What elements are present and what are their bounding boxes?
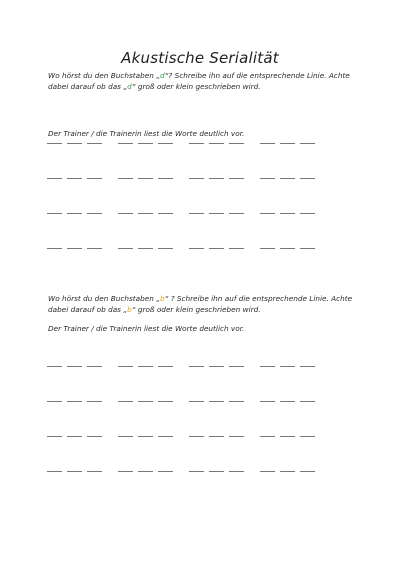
- answer-blank-group: [47, 436, 105, 437]
- answer-blank-group: [260, 248, 318, 249]
- answer-blank-group: [118, 213, 176, 214]
- answer-blank-group: [189, 143, 247, 144]
- answer-blank-group: [189, 366, 247, 367]
- answer-blank: [47, 213, 62, 214]
- answer-blank: [209, 436, 224, 437]
- answer-blank: [260, 471, 275, 472]
- answer-blank-group: [118, 436, 176, 437]
- answer-line-row: [47, 471, 327, 473]
- answer-blank-group: [260, 471, 318, 472]
- answer-blank: [189, 471, 204, 472]
- answer-blank: [189, 213, 204, 214]
- instruction-text: Wo hörst du den Buchstaben: [48, 71, 157, 80]
- answer-blank: [260, 436, 275, 437]
- answer-blank: [280, 213, 295, 214]
- answer-blank-group: [260, 436, 318, 437]
- answer-blank: [87, 401, 102, 402]
- answer-blank: [87, 178, 102, 179]
- target-letter: b: [127, 305, 132, 314]
- answer-blank-group: [47, 248, 105, 249]
- answer-blank: [67, 248, 82, 249]
- answer-blank: [229, 143, 244, 144]
- answer-blank: [209, 401, 224, 402]
- answer-blank: [229, 471, 244, 472]
- answer-blank: [300, 401, 315, 402]
- instruction-text: Wo hörst du den Buchstaben: [48, 294, 157, 303]
- answer-blank: [280, 178, 295, 179]
- answer-blank: [209, 178, 224, 179]
- answer-blank: [300, 471, 315, 472]
- answer-blank-group: [118, 143, 176, 144]
- answer-blank: [87, 366, 102, 367]
- answer-blank: [260, 178, 275, 179]
- answer-blank: [118, 248, 133, 249]
- answer-blank-group: [260, 366, 318, 367]
- answer-blank: [300, 366, 315, 367]
- answer-blank: [67, 178, 82, 179]
- answer-blank: [280, 366, 295, 367]
- answer-blank: [260, 143, 275, 144]
- answer-blank: [158, 178, 173, 179]
- answer-blank: [229, 366, 244, 367]
- answer-blank: [280, 143, 295, 144]
- answer-blank-group: [189, 178, 247, 179]
- section1-trainer-note: Der Trainer / die Trainerin liest die Worte deutlich vor.: [48, 129, 245, 138]
- answer-blank: [67, 471, 82, 472]
- answer-blank: [158, 471, 173, 472]
- answer-blank: [118, 471, 133, 472]
- answer-blank: [138, 213, 153, 214]
- answer-blank: [260, 213, 275, 214]
- answer-blank: [280, 248, 295, 249]
- answer-blank: [300, 248, 315, 249]
- answer-blank: [87, 248, 102, 249]
- answer-blank: [67, 213, 82, 214]
- answer-blank-group: [189, 436, 247, 437]
- answer-blank-group: [47, 213, 105, 214]
- answer-blank-group: [189, 213, 247, 214]
- answer-blank: [209, 143, 224, 144]
- answer-blank-group: [260, 401, 318, 402]
- answer-blank-group: [47, 401, 105, 402]
- answer-blank: [229, 401, 244, 402]
- answer-blank: [118, 213, 133, 214]
- target-letter: d: [159, 71, 165, 80]
- answer-blank: [158, 366, 173, 367]
- instruction-text: groß oder klein geschrieben wird.: [135, 305, 261, 314]
- answer-blank-group: [260, 178, 318, 179]
- answer-blank: [138, 366, 153, 367]
- answer-blank: [138, 471, 153, 472]
- answer-blank: [209, 248, 224, 249]
- answer-blank: [118, 436, 133, 437]
- answer-blank-group: [47, 366, 105, 367]
- answer-blank: [47, 248, 62, 249]
- answer-blank-group: [260, 213, 318, 214]
- answer-blank-group: [118, 401, 176, 402]
- answer-line-row: [47, 213, 327, 215]
- quote-close: “: [164, 71, 169, 80]
- quote-open: „: [123, 82, 128, 91]
- answer-blank: [229, 178, 244, 179]
- answer-blank: [67, 143, 82, 144]
- answer-blank: [158, 143, 173, 144]
- answer-blank: [47, 178, 62, 179]
- answer-blank: [158, 248, 173, 249]
- answer-blank: [87, 471, 102, 472]
- quote-open: „: [123, 305, 128, 314]
- answer-blank: [118, 366, 133, 367]
- answer-blank: [209, 471, 224, 472]
- answer-blank: [260, 366, 275, 367]
- answer-blank: [189, 143, 204, 144]
- answer-line-row: [47, 401, 327, 403]
- answer-blank: [47, 436, 62, 437]
- answer-blank: [47, 471, 62, 472]
- answer-blank-group: [189, 471, 247, 472]
- answer-blank: [47, 401, 62, 402]
- quote-close: “: [131, 305, 136, 314]
- target-letter: d: [127, 82, 132, 91]
- answer-blank: [189, 436, 204, 437]
- answer-blank: [138, 436, 153, 437]
- answer-blank: [158, 213, 173, 214]
- quote-close: “: [164, 294, 169, 303]
- answer-line-row: [47, 436, 327, 438]
- answer-blank-group: [47, 471, 105, 472]
- answer-blank: [47, 143, 62, 144]
- answer-blank: [47, 366, 62, 367]
- section2-instruction: [48, 293, 358, 315]
- answer-blank: [118, 401, 133, 402]
- answer-blank: [158, 436, 173, 437]
- answer-blank: [138, 178, 153, 179]
- instruction-text: ? Schreibe ihn auf die entsprechende Linie. Achte dabei darauf ob das: [48, 71, 350, 91]
- instruction-text: ? Schreibe ihn auf die entsprechende Linie. Achte dabei darauf ob das: [48, 294, 353, 314]
- answer-blank: [300, 178, 315, 179]
- answer-blank: [189, 178, 204, 179]
- instruction-text: groß oder klein geschrieben wird.: [135, 82, 261, 91]
- answer-blank: [260, 401, 275, 402]
- answer-blank: [138, 248, 153, 249]
- quote-open: „: [156, 71, 160, 80]
- answer-line-row: [47, 143, 327, 145]
- section2-trainer-note: Der Trainer / die Trainerin liest die Worte deutlich vor.: [48, 324, 245, 333]
- answer-blank: [67, 436, 82, 437]
- answer-blank: [138, 401, 153, 402]
- answer-blank: [189, 401, 204, 402]
- answer-blank: [300, 436, 315, 437]
- answer-blank: [138, 143, 153, 144]
- answer-blank-group: [260, 143, 318, 144]
- answer-blank: [189, 366, 204, 367]
- answer-blank-group: [189, 248, 247, 249]
- answer-blank: [280, 471, 295, 472]
- answer-line-row: [47, 248, 327, 250]
- answer-line-row: [47, 366, 327, 368]
- answer-blank: [209, 213, 224, 214]
- quote-close: “: [131, 82, 136, 91]
- answer-blank: [229, 213, 244, 214]
- answer-blank-group: [189, 401, 247, 402]
- answer-blank: [300, 213, 315, 214]
- answer-blank: [87, 213, 102, 214]
- answer-blank: [158, 401, 173, 402]
- answer-blank-group: [118, 248, 176, 249]
- answer-blank: [260, 248, 275, 249]
- answer-blank-group: [47, 143, 105, 144]
- answer-blank: [87, 143, 102, 144]
- answer-blank: [118, 178, 133, 179]
- answer-blank-group: [47, 178, 105, 179]
- answer-blank-group: [118, 471, 176, 472]
- answer-blank-group: [118, 366, 176, 367]
- answer-blank: [189, 248, 204, 249]
- section1-instruction: [48, 70, 358, 92]
- answer-blank: [229, 248, 244, 249]
- quote-open: „: [156, 294, 160, 303]
- answer-blank: [118, 143, 133, 144]
- target-letter: b: [159, 294, 165, 303]
- answer-blank: [229, 436, 244, 437]
- answer-line-row: [47, 178, 327, 180]
- answer-blank: [280, 436, 295, 437]
- answer-blank: [300, 143, 315, 144]
- answer-blank: [87, 436, 102, 437]
- answer-blank: [67, 401, 82, 402]
- answer-blank: [280, 401, 295, 402]
- answer-blank-group: [118, 178, 176, 179]
- answer-blank: [67, 366, 82, 367]
- page-title: Akustische Serialität: [121, 49, 279, 67]
- answer-blank: [209, 366, 224, 367]
